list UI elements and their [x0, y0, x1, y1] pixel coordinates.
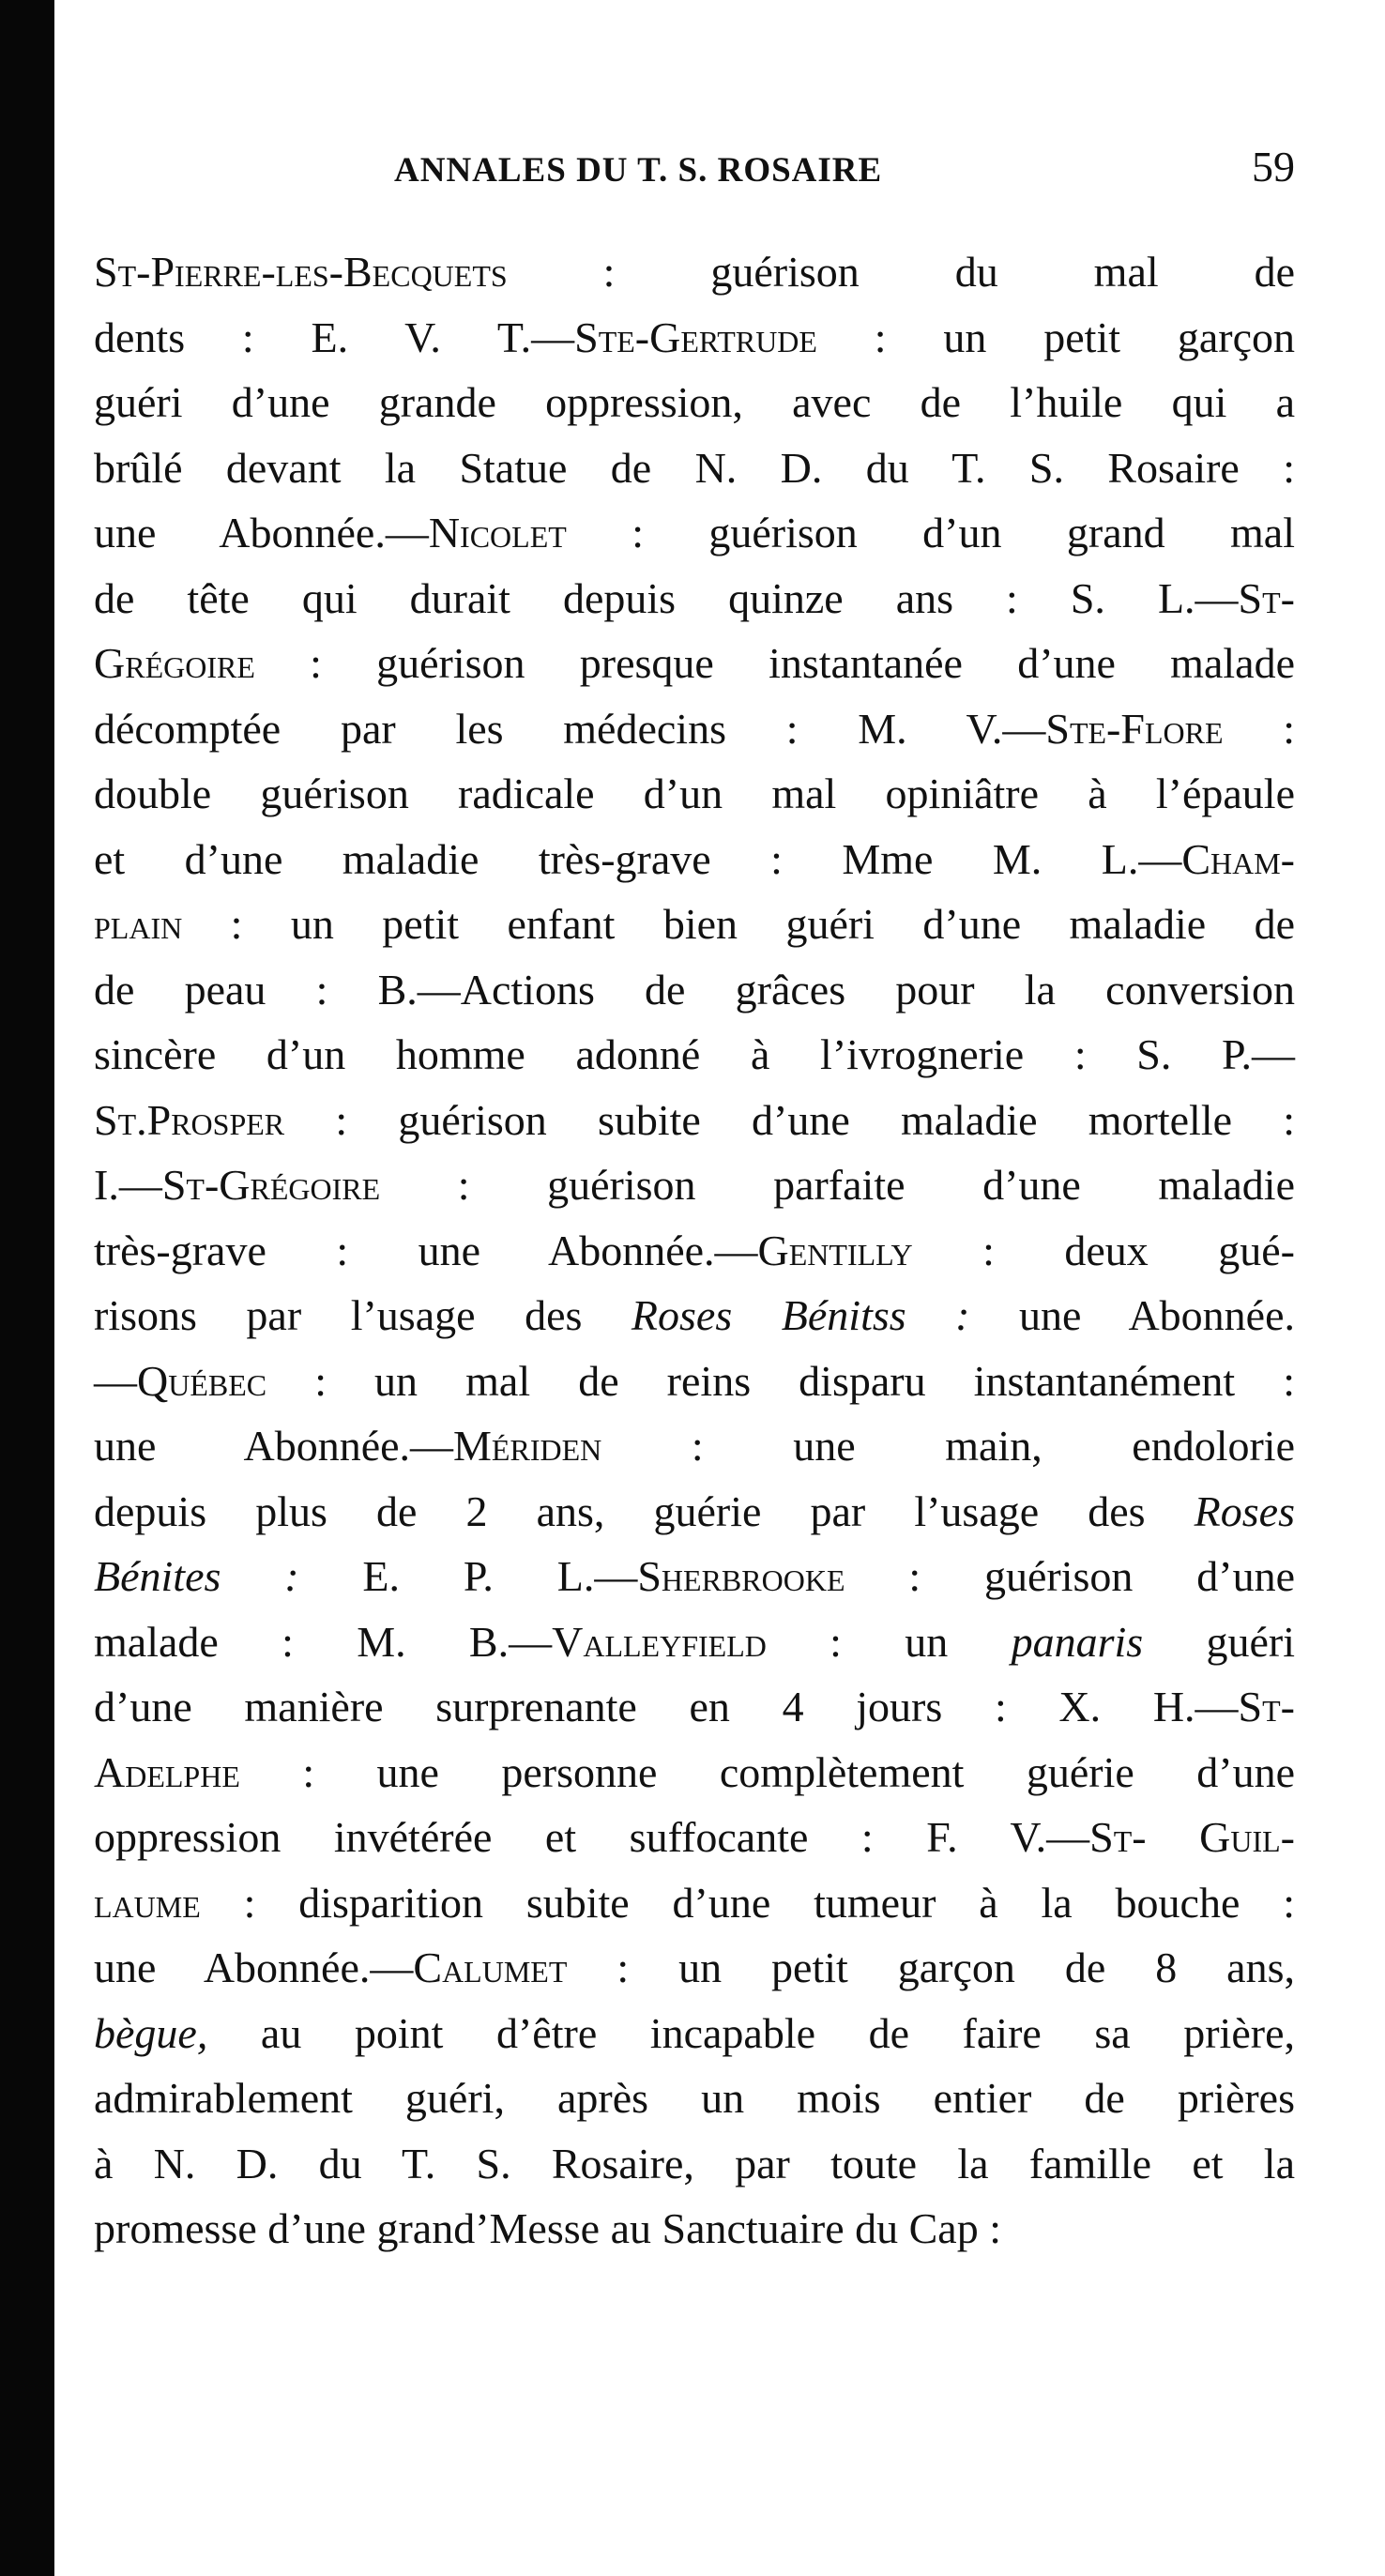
text-segment: brûlé devant la Statue de N. D. du T. S. Rosaire :	[94, 443, 1295, 492]
text-segment: Calumet	[413, 1943, 568, 1991]
text-segment: Ste-Gertrude	[574, 312, 817, 361]
text-segment: : guérison d’une	[845, 1552, 1296, 1600]
text-line	[94, 1218, 1295, 1284]
text-segment: St-Pierre-les-Becquets	[94, 248, 508, 296]
text-line	[94, 827, 1295, 892]
text-segment: I.—	[94, 1161, 162, 1209]
text-line	[94, 1544, 1295, 1609]
text-segment: une Abonnée.—	[94, 509, 429, 556]
text-segment: : un mal de reins disparu instantanément :	[266, 1356, 1295, 1405]
text-segment: Cham-	[1181, 834, 1295, 883]
text-line	[94, 631, 1295, 696]
text-segment: sincère d’un homme adonné à l’ivrognerie : S. P.—	[94, 1030, 1295, 1078]
text-segment: : guérison presque instantanée d’une malade	[254, 639, 1295, 687]
text-line	[94, 1740, 1295, 1806]
text-segment: St.Prosper	[94, 1095, 285, 1144]
text-line	[94, 305, 1295, 371]
text-segment: Québec	[137, 1356, 267, 1405]
text-segment: admirablement guéri, après un mois entier de prières	[94, 2074, 1295, 2122]
text-line	[94, 696, 1295, 762]
text-segment: : un	[766, 1617, 1012, 1666]
text-segment: —	[94, 1356, 137, 1405]
text-segment: Nicolet	[428, 509, 567, 556]
text-segment: : guérison subite d’une maladie mortelle :	[284, 1095, 1295, 1144]
text-segment: : un petit garçon	[816, 312, 1295, 361]
text-segment: Roses	[1194, 1486, 1295, 1535]
text-segment: depuis plus de 2 ans, guérie par l’usage des	[94, 1486, 1195, 1535]
text-segment: : un petit garçon de 8 ans,	[567, 1943, 1295, 1991]
text-segment: à N. D. du T. S. Rosaire, par toute la famille et la	[94, 2139, 1295, 2187]
text-segment: guéri d’une grande oppression, avec de l’huile qui a	[94, 378, 1295, 426]
text-line	[94, 957, 1295, 1023]
text-segment: panaris	[1011, 1617, 1144, 1666]
text-segment: Sherbrooke	[637, 1552, 845, 1600]
text-body	[94, 239, 1295, 2262]
text-segment: guéri	[1143, 1617, 1295, 1666]
text-segment: plain	[94, 900, 183, 948]
text-line	[94, 2196, 1295, 2262]
text-line	[94, 239, 1295, 305]
text-segment: : une main, endolorie	[601, 1422, 1296, 1470]
text-segment: : un petit enfant bien guéri d’une maladie de	[182, 900, 1295, 948]
text-segment: Grégoire	[94, 639, 255, 687]
text-line	[94, 1935, 1295, 2001]
text-segment: d’une manière surprenante en 4 jours : X. H.—	[94, 1683, 1239, 1730]
text-segment: malade : M. B.—	[94, 1617, 553, 1666]
text-segment: Valleyfield	[552, 1617, 767, 1666]
text-segment: bègue,	[94, 2008, 208, 2057]
text-line	[94, 435, 1295, 501]
text-line	[94, 2065, 1295, 2131]
text-line	[94, 566, 1295, 632]
text-segment: St- Guil-	[1089, 1813, 1295, 1861]
text-segment: :	[1223, 704, 1296, 753]
text-segment: oppression invétérée et suffocante : F. V.—	[94, 1813, 1090, 1861]
text-segment: : une personne complètement guérie d’une	[239, 1747, 1295, 1796]
text-line	[94, 1349, 1295, 1414]
text-segment: et d’une maladie très-grave : Mme M. L.—	[94, 834, 1182, 883]
text-line	[94, 1283, 1295, 1349]
text-segment: : guérison d’un grand mal	[566, 509, 1295, 556]
text-line	[94, 1413, 1295, 1479]
text-segment: promesse d’une grand’Messe au Sanctuaire du Cap :	[94, 2204, 1001, 2252]
text-segment: E. P. L.—	[298, 1552, 638, 1600]
text-segment: Roses Bénitss :	[631, 1291, 970, 1339]
text-line	[94, 1870, 1295, 1936]
text-segment: risons par l’usage des	[94, 1291, 632, 1339]
text-segment: laume	[94, 1878, 201, 1927]
text-line	[94, 1609, 1295, 1675]
text-segment: une Abonnée.—	[94, 1943, 414, 1991]
text-segment: double guérison radicale d’un mal opiniâtre à l’épaule	[94, 770, 1295, 817]
text-segment: très-grave : une Abonnée.—	[94, 1226, 758, 1274]
text-segment: de peau : B.—Actions de grâces pour la conversion	[94, 965, 1295, 1014]
text-segment: Mériden	[453, 1422, 602, 1470]
text-segment: St-	[1238, 1683, 1295, 1730]
text-line	[94, 1479, 1295, 1545]
text-segment: : guérison du mal de	[507, 248, 1295, 296]
book-binding-edge	[0, 0, 54, 2576]
text-line	[94, 1088, 1295, 1153]
page-number: 59	[1252, 143, 1295, 191]
page-header	[94, 136, 1295, 211]
text-segment: dents : E. V. T.—	[94, 312, 575, 361]
text-segment: au point d’être incapable de faire sa prière,	[207, 2008, 1295, 2057]
text-segment: une Abonnée.	[969, 1291, 1295, 1339]
text-line	[94, 2001, 1295, 2066]
text-segment: St-	[1238, 573, 1295, 622]
text-segment: : disparition subite d’une tumeur à la bouche :	[200, 1878, 1295, 1927]
text-line	[94, 500, 1295, 566]
text-segment: Bénites :	[94, 1552, 299, 1600]
text-segment: : deux gué-	[912, 1226, 1295, 1274]
text-segment: décomptée par les médecins : M. V.—	[94, 704, 1046, 753]
text-segment: une Abonnée.—	[94, 1422, 454, 1470]
book-page	[94, 136, 1295, 2388]
text-line	[94, 761, 1295, 827]
running-title: ANNALES DU T. S. ROSAIRE	[394, 151, 883, 190]
text-line	[94, 2131, 1295, 2197]
text-line	[94, 1805, 1295, 1870]
text-segment: St-Grégoire	[161, 1161, 381, 1209]
text-segment: : guérison parfaite d’une maladie	[380, 1161, 1295, 1209]
text-line	[94, 370, 1295, 435]
text-segment: Gentilly	[757, 1226, 913, 1274]
text-segment: Ste-Flore	[1045, 704, 1224, 753]
text-line	[94, 1022, 1295, 1088]
text-segment: Adelphe	[94, 1747, 240, 1796]
text-line	[94, 1152, 1295, 1218]
text-line	[94, 1674, 1295, 1740]
text-line	[94, 892, 1295, 957]
text-segment: de tête qui durait depuis quinze ans : S. L.—	[94, 573, 1239, 622]
